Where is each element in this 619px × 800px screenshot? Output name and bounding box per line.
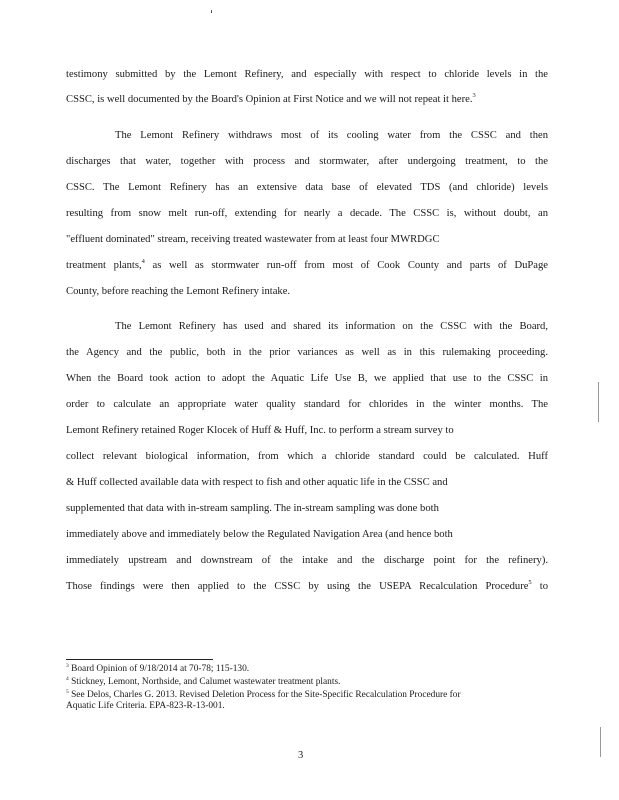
p3-line-4: order to calculate an appropriate water quality standard for chlorides in the winter months. The: [66, 399, 548, 410]
p3-line-7: & Huff collected available data with respect to fish and other aquatic life in the CSSC and: [66, 477, 448, 488]
p2-line-4: resulting from snow melt run-off, extending for nearly a decade. The CSSC is, without doubt, an: [66, 208, 548, 219]
p2-line-5: "effluent dominated" stream, receiving treated wastewater from at least four MWRDGC: [66, 234, 440, 245]
p2-line-3: CSSC. The Lemont Refinery has an extensive data base of elevated TDS (and chloride) levels: [66, 182, 548, 193]
scan-edge-mark: [600, 727, 601, 757]
footnote-5-cont: Aquatic Life Criteria. EPA-823-R-13-001.: [66, 701, 225, 711]
footnote-ref-5: 5: [528, 579, 532, 586]
p2-line-7: County, before reaching the Lemont Refinery intake.: [66, 286, 291, 297]
p3-line-2: the Agency and the public, both in the prior variances as well as in this rulemaking proceeding.: [66, 347, 548, 358]
p3-line-1: The Lemont Refinery has used and shared its information on the CSSC with the Board,: [115, 321, 548, 332]
p3-line-11: Those findings were then applied to the CSSC by using the USEPA Recalculation Procedure$^5$ to: [66, 579, 548, 592]
page-number: 3: [298, 750, 304, 761]
footnote-separator: [66, 659, 213, 660]
p3-line-6: collect relevant biological information, from which a chloride standard could be calculated. Huff: [66, 451, 548, 462]
footnote-ref-4: 4: [141, 258, 145, 265]
p2-line-2: discharges that water, together with process and stormwater, after undergoing treatment, to the: [66, 156, 548, 167]
footnote-4: $^4$ Stickney, Lemont, Northside, and Calumet wastewater treatment plants.: [66, 676, 341, 687]
p2-line-1: The Lemont Refinery withdraws most of its cooling water from the CSSC and then: [115, 130, 548, 141]
p1-line-2: CSSC, is well documented by the Board's Opinion at First Notice and we will not repeat it here.$^3$: [66, 92, 476, 105]
p3-line-9: immediately above and immediately below the Regulated Navigation Area (and hence both: [66, 529, 453, 540]
footnote-3: $^3$ Board Opinion of 9/18/2014 at 70-78; 115-130.: [66, 663, 250, 674]
scan-edge-mark: [598, 382, 599, 422]
footnote-5: $^5$ See Delos, Charles G. 2013. Revised Deletion Process for the Site-Specific Recalculation Procedure for: [66, 689, 461, 700]
p3-line-5: Lemont Refinery retained Roger Klocek of Huff & Huff, Inc. to perform a stream survey to: [66, 425, 454, 436]
p3-line-3: When the Board took action to adopt the Aquatic Life Use B, we applied that use to the CSSC in: [66, 373, 548, 384]
footnote-ref-3: 3: [472, 92, 476, 99]
p3-line-8: supplemented that data with in-stream sampling. The in-stream sampling was done both: [66, 503, 439, 514]
p1-line-1: testimony submitted by the Lemont Refinery, and especially with respect to chloride levels in the: [66, 69, 548, 80]
p3-line-10: immediately upstream and downstream of the intake and the discharge point for the refinery).: [66, 555, 548, 566]
scan-speck: [211, 10, 212, 13]
p2-line-6: treatment plants,$^4$ as well as stormwater run-off from most of Cook County and parts of DuPage: [66, 258, 548, 271]
